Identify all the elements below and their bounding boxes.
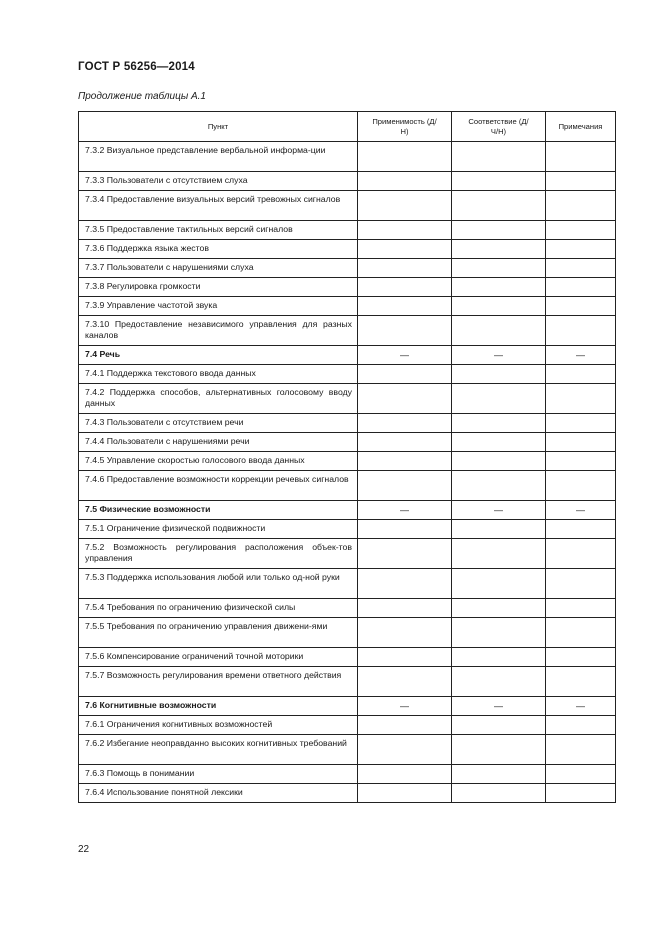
item-cell: 7.5.6 Компенсирование ограничений точной моторики — [79, 648, 358, 667]
notes-cell — [546, 240, 616, 259]
conformance-cell: — — [452, 697, 546, 716]
applicability-cell — [358, 278, 452, 297]
applicability-cell — [358, 618, 452, 648]
notes-cell — [546, 520, 616, 539]
table-section-row — [79, 697, 616, 716]
conformance-cell — [452, 735, 546, 765]
notes-cell — [546, 365, 616, 384]
conformance-cell — [452, 191, 546, 221]
item-cell: 7.4.6 Предоставление возможности коррекции речевых сигналов — [79, 471, 358, 501]
table-row — [79, 142, 616, 172]
applicability-cell — [358, 240, 452, 259]
conformance-cell — [452, 278, 546, 297]
checklist-table — [78, 111, 616, 803]
item-cell: 7.5 Физические возможности — [79, 501, 358, 520]
conformance-cell — [452, 784, 546, 803]
item-cell: 7.6.2 Избегание неоправданно высоких когнитивных требований — [79, 735, 358, 765]
notes-cell — [546, 316, 616, 346]
applicability-cell — [358, 716, 452, 735]
conformance-cell — [452, 648, 546, 667]
notes-cell: — — [546, 501, 616, 520]
column-header-applicability: Применимость (Д/Н) — [358, 112, 452, 142]
conformance-cell — [452, 259, 546, 278]
table-row — [79, 433, 616, 452]
notes-cell: — — [546, 697, 616, 716]
table-row — [79, 365, 616, 384]
item-cell: 7.5.5 Требования по ограничению управления движени-ями — [79, 618, 358, 648]
table-row — [79, 716, 616, 735]
conformance-cell — [452, 618, 546, 648]
item-cell: 7.4 Речь — [79, 346, 358, 365]
notes-cell — [546, 716, 616, 735]
conformance-cell — [452, 240, 546, 259]
item-cell: 7.5.4 Требования по ограничению физической силы — [79, 599, 358, 618]
applicability-cell: — — [358, 346, 452, 365]
table-body — [79, 142, 616, 803]
item-cell: 7.6.3 Помощь в понимании — [79, 765, 358, 784]
conformance-cell — [452, 599, 546, 618]
applicability-cell — [358, 221, 452, 240]
page-number: 22 — [78, 844, 90, 855]
applicability-cell — [358, 599, 452, 618]
conformance-cell — [452, 221, 546, 240]
conformance-cell — [452, 520, 546, 539]
item-cell: 7.4.1 Поддержка текстового ввода данных — [79, 365, 358, 384]
column-header-conformance: Соответствие (Д/Ч/Н) — [452, 112, 546, 142]
conformance-cell — [452, 569, 546, 599]
notes-cell — [546, 648, 616, 667]
notes-cell — [546, 618, 616, 648]
table-row — [79, 452, 616, 471]
item-cell: 7.5.3 Поддержка использования любой или только од-ной руки — [79, 569, 358, 599]
table-row — [79, 784, 616, 803]
notes-cell — [546, 191, 616, 221]
conformance-cell — [452, 172, 546, 191]
table-row — [79, 765, 616, 784]
table-row — [79, 191, 616, 221]
conformance-cell — [452, 384, 546, 414]
table-row — [79, 240, 616, 259]
conformance-cell — [452, 471, 546, 501]
item-cell: 7.3.6 Поддержка языка жестов — [79, 240, 358, 259]
conformance-cell — [452, 142, 546, 172]
applicability-cell: — — [358, 697, 452, 716]
applicability-cell — [358, 667, 452, 697]
item-cell: 7.3.9 Управление частотой звука — [79, 297, 358, 316]
applicability-cell — [358, 297, 452, 316]
table-row — [79, 648, 616, 667]
table-row — [79, 539, 616, 569]
applicability-cell: — — [358, 501, 452, 520]
notes-cell — [546, 278, 616, 297]
notes-cell — [546, 765, 616, 784]
conformance-cell — [452, 433, 546, 452]
conformance-cell — [452, 765, 546, 784]
table-row — [79, 316, 616, 346]
table-row — [79, 278, 616, 297]
item-cell: 7.4.3 Пользователи с отсутствием речи — [79, 414, 358, 433]
conformance-cell: — — [452, 346, 546, 365]
conformance-cell — [452, 452, 546, 471]
conformance-cell — [452, 716, 546, 735]
notes-cell — [546, 433, 616, 452]
applicability-cell — [358, 316, 452, 346]
applicability-cell — [358, 142, 452, 172]
item-cell: 7.6.4 Использование понятной лексики — [79, 784, 358, 803]
notes-cell — [546, 452, 616, 471]
notes-cell — [546, 667, 616, 697]
table-row — [79, 599, 616, 618]
conformance-cell — [452, 316, 546, 346]
applicability-cell — [358, 452, 452, 471]
applicability-cell — [358, 784, 452, 803]
notes-cell — [546, 539, 616, 569]
applicability-cell — [358, 365, 452, 384]
column-header-notes: Примечания — [546, 112, 616, 142]
applicability-cell — [358, 414, 452, 433]
conformance-cell — [452, 667, 546, 697]
applicability-cell — [358, 191, 452, 221]
notes-cell — [546, 297, 616, 316]
notes-cell — [546, 384, 616, 414]
applicability-cell — [358, 735, 452, 765]
item-cell: 7.5.7 Возможность регулирования времени ответного действия — [79, 667, 358, 697]
item-cell: 7.5.1 Ограничение физической подвижности — [79, 520, 358, 539]
table-row — [79, 667, 616, 697]
applicability-cell — [358, 648, 452, 667]
item-cell: 7.4.5 Управление скоростью голосового ввода данных — [79, 452, 358, 471]
table-row — [79, 520, 616, 539]
column-header-item: Пункт — [79, 112, 358, 142]
table-row — [79, 297, 616, 316]
item-cell: 7.3.4 Предоставление визуальных версий тревожных сигналов — [79, 191, 358, 221]
table-row — [79, 735, 616, 765]
applicability-cell — [358, 520, 452, 539]
item-cell: 7.3.5 Предоставление тактильных версий сигналов — [79, 221, 358, 240]
notes-cell: — — [546, 346, 616, 365]
table-row — [79, 384, 616, 414]
item-cell: 7.3.3 Пользователи с отсутствием слуха — [79, 172, 358, 191]
table-row — [79, 172, 616, 191]
notes-cell — [546, 784, 616, 803]
table-row — [79, 618, 616, 648]
conformance-cell — [452, 539, 546, 569]
item-cell: 7.4.2 Поддержка способов, альтернативных голосовому вводу данных — [79, 384, 358, 414]
notes-cell — [546, 735, 616, 765]
notes-cell — [546, 471, 616, 501]
table-section-row — [79, 501, 616, 520]
table-row — [79, 414, 616, 433]
notes-cell — [546, 599, 616, 618]
item-cell: 7.3.8 Регулировка громкости — [79, 278, 358, 297]
applicability-cell — [358, 471, 452, 501]
table-row — [79, 471, 616, 501]
applicability-cell — [358, 765, 452, 784]
conformance-cell — [452, 297, 546, 316]
notes-cell — [546, 221, 616, 240]
applicability-cell — [358, 539, 452, 569]
table-section-row — [79, 346, 616, 365]
applicability-cell — [358, 569, 452, 599]
applicability-cell — [358, 259, 452, 278]
applicability-cell — [358, 433, 452, 452]
notes-cell — [546, 172, 616, 191]
conformance-cell — [452, 414, 546, 433]
notes-cell — [546, 569, 616, 599]
conformance-cell: — — [452, 501, 546, 520]
applicability-cell — [358, 384, 452, 414]
item-cell: 7.5.2 Возможность регулирования расположения объек-тов управления — [79, 539, 358, 569]
item-cell: 7.3.10 Предоставление независимого управления для разных каналов — [79, 316, 358, 346]
item-cell: 7.6.1 Ограничения когнитивных возможностей — [79, 716, 358, 735]
table-row — [79, 221, 616, 240]
conformance-cell — [452, 365, 546, 384]
notes-cell — [546, 259, 616, 278]
table-caption: Продолжение таблицы А.1 — [78, 91, 206, 102]
applicability-cell — [358, 172, 452, 191]
document-title: ГОСТ Р 56256—2014 — [78, 61, 195, 73]
table-row — [79, 259, 616, 278]
table-row — [79, 569, 616, 599]
item-cell: 7.3.2 Визуальное представление вербальной информа-ции — [79, 142, 358, 172]
item-cell: 7.4.4 Пользователи с нарушениями речи — [79, 433, 358, 452]
notes-cell — [546, 414, 616, 433]
item-cell: 7.6 Когнитивные возможности — [79, 697, 358, 716]
item-cell: 7.3.7 Пользователи с нарушениями слуха — [79, 259, 358, 278]
notes-cell — [546, 142, 616, 172]
table-header-row — [79, 112, 616, 142]
